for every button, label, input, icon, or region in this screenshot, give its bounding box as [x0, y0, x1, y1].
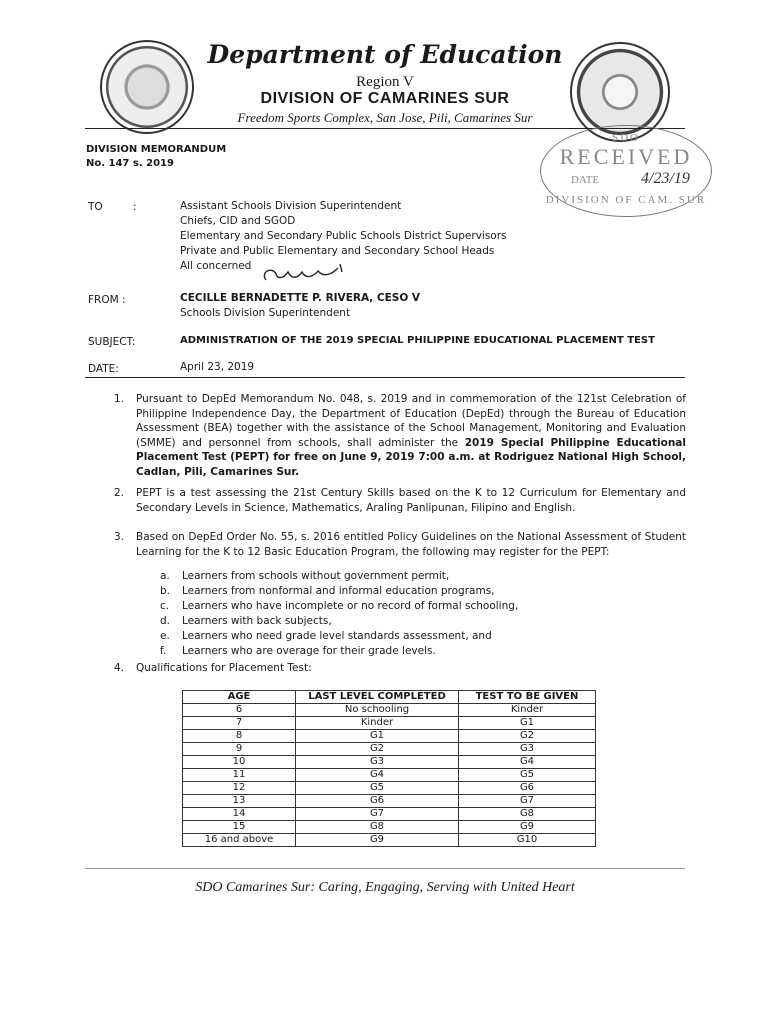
recipient-item: Assistant Schools Division Superintendent	[180, 200, 402, 212]
recipient-item: All concerned	[180, 260, 252, 272]
paragraph-4: Qualifications for Placement Test:	[136, 662, 312, 674]
date-text: April 23, 2019	[180, 361, 255, 373]
list-item: e. Learners who need grade level standards assessment, and	[160, 630, 492, 642]
date-label: DATE:	[88, 363, 119, 375]
to-label: TO	[88, 201, 103, 213]
subject-label: SUBJECT:	[88, 336, 136, 348]
paragraph-number: 1.	[114, 393, 125, 405]
date-divider	[85, 377, 685, 378]
footer-tagline: SDO Camarines Sur: Caring, Engaging, Serving with United Heart	[195, 880, 575, 895]
paragraph-number: 4.	[114, 662, 125, 674]
table-row: 6 No schooling Kinder	[183, 704, 596, 717]
table-row: 13 G6 G7	[183, 795, 596, 808]
recipient-item: Chiefs, CID and SGOD	[180, 215, 296, 227]
to-colon: :	[133, 201, 137, 213]
paragraph-1: Pursuant to DepEd Memorandum No. 048, s. 2019 and in commemoration of the 121st Celebration of Philippine Independence Day, the Department of Education (DepEd) through the Bureau of Education Assessment (BEA) together with the assistance of the School Management, Monitoring and Evaluation (SMME) and personnel from schools, shall administer the 2019 Special Philippine Educational Placement Test (PEPT) for free on June 9, 2019 7:00 a.m. at Rodriguez National High School, Cadlan, Pili, Camarines Sur.	[136, 393, 686, 478]
table-row: 14 G7 G8	[183, 808, 596, 821]
column-header: TEST TO BE GIVEN	[459, 691, 596, 704]
list-item: d. Learners with back subjects,	[160, 615, 332, 627]
column-header: AGE	[183, 691, 296, 704]
table-row: 8 G1 G2	[183, 730, 596, 743]
list-item: a. Learners from schools without government permit,	[160, 570, 450, 582]
table-row: 11 G4 G5	[183, 769, 596, 782]
signature-mark	[258, 262, 348, 288]
sender-name: CECILLE BERNADETTE P. RIVERA, CESO V	[180, 292, 421, 304]
division-title: DIVISION OF CAMARINES SUR	[260, 90, 510, 107]
recipient-item: Elementary and Secondary Public Schools District Supervisors	[180, 230, 507, 242]
register-list	[160, 569, 518, 659]
region-label: Region V	[356, 74, 414, 90]
table-row: 12 G5 G6	[183, 782, 596, 795]
table-row: 10 G3 G4	[183, 756, 596, 769]
list-item: c. Learners who have incomplete or no record of formal schooling,	[160, 600, 519, 612]
paragraph-2: PEPT is a test assessing the 21st Century Skills based on the K to 12 Curriculum for Elementary and Secondary Levels in Science, Mathematics, Araling Panlipunan, Filipino and English.	[136, 487, 686, 514]
paragraph-number: 2.	[114, 487, 125, 499]
list-item: f. Learners who are overage for their grade levels.	[160, 645, 436, 657]
division-address: Freedom Sports Complex, San Jose, Pili, Camarines Sur	[237, 110, 533, 125]
list-item: b. Learners from nonformal and informal education programs,	[160, 585, 495, 597]
footer-divider	[85, 868, 685, 869]
table-row: 15 G8 G9	[183, 821, 596, 834]
received-stamp: SDO RECEIVED DATE 4/23/19 DIVISION OF CAM. SUR	[540, 125, 712, 217]
memo-number: No. 147 s. 2019	[86, 158, 174, 169]
column-header: LAST LEVEL COMPLETED	[296, 691, 459, 704]
paragraph-number: 3.	[114, 531, 125, 543]
table-row: 16 and above G9 G10	[183, 834, 596, 847]
from-label: FROM :	[88, 294, 126, 306]
table-row: 7 Kinder G1	[183, 717, 596, 730]
subject-text: ADMINISTRATION OF THE 2019 SPECIAL PHILIPPINE EDUCATIONAL PLACEMENT TEST	[180, 335, 655, 346]
department-title: Department of Education	[207, 40, 563, 69]
table-row: 9 G2 G3	[183, 743, 596, 756]
table-header-row	[183, 691, 596, 704]
paragraph-3: Based on DepEd Order No. 55, s. 2016 entitled Policy Guidelines on the National Assessment of Student Learning for the K to 12 Basic Education Program, the following may register for the PEPT:	[136, 531, 686, 558]
qualifications-table	[182, 690, 596, 847]
sender-position: Schools Division Superintendent	[180, 307, 351, 319]
recipient-item: Private and Public Elementary and Secondary School Heads	[180, 245, 495, 257]
memo-title: DIVISION MEMORANDUM	[86, 144, 227, 155]
